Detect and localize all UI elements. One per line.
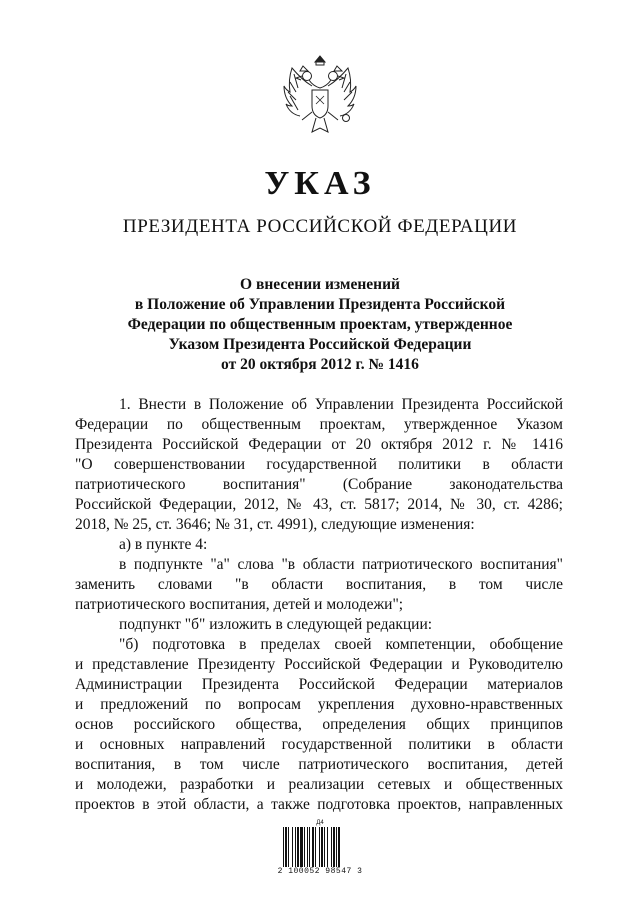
body-line: в подпункте "а" слова "в области патриотического воспитания" [119, 556, 563, 573]
body-line: Российской Федерации, 2012, № 43, ст. 5817; 2014, № 30, ст. 4286; [75, 496, 563, 513]
body-line: Федерации по общественным проектам, утвержденное Указом [75, 416, 563, 433]
body-line: Президента Российской Федерации от 20 октября 2012 г. № 1416 [75, 436, 563, 453]
heading-line: О внесении изменений [240, 276, 400, 293]
body-line: воспитания, в том числе патриотического воспитания, детей [75, 756, 563, 773]
barcode-top-label: Д4 [316, 820, 324, 826]
body-line: и представление Президенту Российской Федерации и Руководителю [75, 656, 563, 673]
heading-line: Федерации по общественным проектам, утвержденное [127, 316, 513, 333]
body-line: подпункт "б" изложить в следующей редакции: [119, 616, 433, 633]
body-line: и предложений по вопросам укрепления духовно-нравственных [75, 696, 563, 713]
barcode-bars [281, 827, 359, 867]
barcode [272, 820, 368, 882]
body-line: патриотического воспитания" (Собрание законодательства [75, 476, 563, 493]
body-line: патриотического воспитания, детей и молодежи"; [75, 596, 404, 613]
heading-line: Указом Президента Российской Федерации [168, 336, 472, 353]
russian-coat-of-arms-icon [272, 52, 368, 148]
decree-heading [60, 275, 580, 375]
document-type-title: УКАЗ [264, 165, 376, 202]
body-line: и молодежи, разработки и реализации сетевых и общественных [75, 776, 563, 793]
heading-line: в Положение об Управлении Президента Российской [134, 296, 506, 313]
barcode-number: 2 100052 98547 3 [277, 867, 363, 876]
body-line: 1. Внести в Положение об Управлении Президента Российской [119, 396, 563, 413]
body-line: 2018, № 25, ст. 3646; № 31, ст. 4991), следующие изменения: [75, 516, 475, 533]
heading-line: от 20 октября 2012 г. № 1416 [221, 356, 419, 373]
body-line: "О совершенствовании государственной политики в области [75, 456, 563, 473]
body-line: "б) подготовка в пределах своей компетенции, обобщение [119, 636, 563, 653]
body-line: Администрации Президента Российской Федерации материалов [75, 676, 563, 693]
body-line: а) в пункте 4: [119, 536, 208, 553]
body-line: основ российского общества, определения общих принципов [75, 716, 563, 733]
decree-body [75, 395, 563, 815]
body-line: проектов в этой области, а также подготовка проектов, направленных [75, 796, 563, 813]
body-line: и основных направлений государственной политики в области [75, 736, 563, 753]
body-line: заменить словами "в области воспитания, в том числе [75, 576, 563, 593]
issuer-subtitle: ПРЕЗИДЕНТА РОССИЙСКОЙ ФЕДЕРАЦИИ [122, 216, 518, 237]
